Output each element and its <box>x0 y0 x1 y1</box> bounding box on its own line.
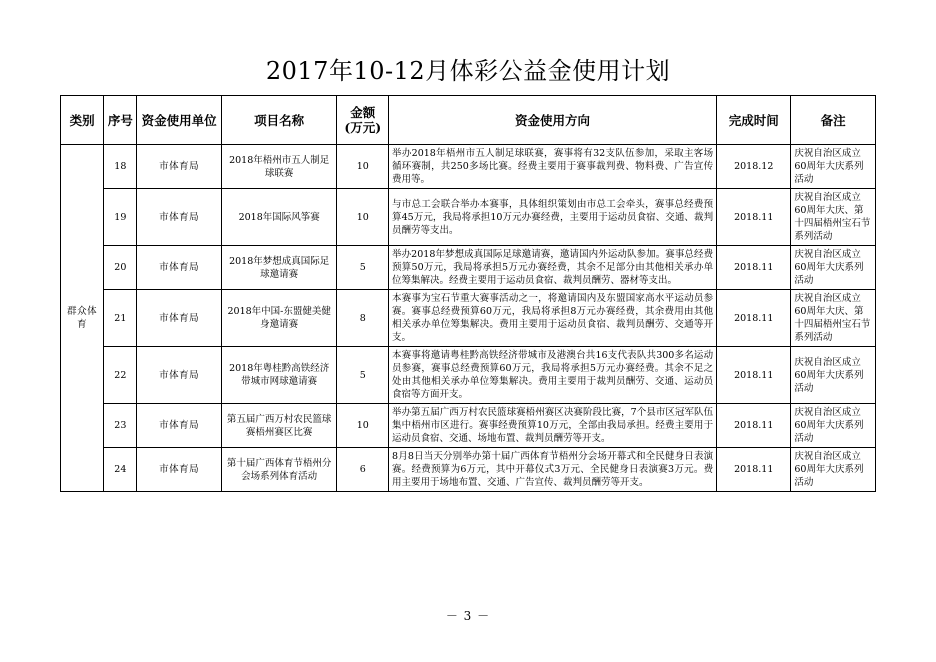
cell-usage: 本赛事将邀请粤桂黔高铁经济带城市及港澳台共16支代表队共300多名运动员参赛，赛事总经费预算60万元，我局将承担5万元办赛经费。其余不足之处由其他相关承办单位筹集解决。费用主要用于裁判员酬劳、交通、运动员食宿等方面开支。 <box>389 347 717 404</box>
page-title: 2017年10-12月体彩公益金使用计划 <box>265 57 671 85</box>
cell-project: 第五届广西万村农民篮球赛梧州赛区比赛 <box>221 404 337 448</box>
cell-amount: 6 <box>337 448 389 492</box>
column-header-category: 类别 <box>61 96 104 145</box>
cell-sequence: 20 <box>104 246 137 290</box>
column-header-sequence: 序号 <box>104 96 137 145</box>
table-row <box>61 404 876 448</box>
cell-usage: 8月8日当天分别举办第十届广西体育节梧州分会场开幕式和全民健身日表演赛。经费预算为6万元，其中开幕仪式3万元、全民健身日表演赛3万元。费用主要用于场地布置、交通、广告宣传、裁判员酬劳等开支。 <box>389 448 717 492</box>
cell-unit: 市体育局 <box>137 404 222 448</box>
cell-amount: 5 <box>337 246 389 290</box>
cell-amount: 10 <box>337 189 389 246</box>
cell-sequence: 23 <box>104 404 137 448</box>
cell-project: 第十届广西体育节梧州分会场系列体育活动 <box>221 448 337 492</box>
column-header-completion-date: 完成时间 <box>717 96 791 145</box>
cell-amount: 10 <box>337 145 389 189</box>
cell-sequence: 18 <box>104 145 137 189</box>
cell-completion-date: 2018.12 <box>717 145 791 189</box>
table-container <box>0 95 936 492</box>
table-row <box>61 246 876 290</box>
cell-completion-date: 2018.11 <box>717 347 791 404</box>
column-header-project: 项目名称 <box>221 96 337 145</box>
column-header-amount <box>337 96 389 145</box>
cell-unit: 市体育局 <box>137 290 222 347</box>
cell-sequence: 21 <box>104 290 137 347</box>
cell-category: 群众体育 <box>61 145 104 492</box>
cell-completion-date: 2018.11 <box>717 246 791 290</box>
cell-remark: 庆祝自治区成立60周年大庆、第十四届梧州宝石节系列活动 <box>791 189 876 246</box>
cell-amount: 8 <box>337 290 389 347</box>
table-header-row <box>61 96 876 145</box>
cell-amount: 5 <box>337 347 389 404</box>
column-header-amount-line2: (万元) <box>344 120 382 135</box>
column-header-usage: 资金使用方向 <box>389 96 717 145</box>
cell-usage: 本赛事为宝石节重大赛事活动之一，将邀请国内及东盟国家高水平运动员参赛。赛事总经费预算60万元，我局将承担8万元办赛经费，其余费用由其他相关承办单位筹集解决。费用主要用于运动员食宿、裁判员酬劳、交通等开支。 <box>389 290 717 347</box>
table-row <box>61 347 876 404</box>
cell-usage: 与市总工会联合举办本赛事，具体组织策划由市总工会牵头，赛事总经费预算45万元，我局将承担10万元办赛经费，主要用于运动员食宿、交通、裁判员酬劳等支出。 <box>389 189 717 246</box>
cell-amount: 10 <box>337 404 389 448</box>
cell-completion-date: 2018.11 <box>717 189 791 246</box>
cell-remark: 庆祝自治区成立60周年大庆系列活动 <box>791 347 876 404</box>
cell-unit: 市体育局 <box>137 246 222 290</box>
cell-completion-date: 2018.11 <box>717 448 791 492</box>
cell-project: 2018年梦想成真国际足球邀请赛 <box>221 246 337 290</box>
cell-sequence: 24 <box>104 448 137 492</box>
cell-usage: 举办第五届广西万村农民篮球赛梧州赛区决赛阶段比赛，7个县市区冠军队伍集中梧州市区进行。赛事经费预算10万元，全部由我局承担。经费主要用于运动员食宿、交通、场地布置、裁判员酬劳等开支。 <box>389 404 717 448</box>
cell-remark: 庆祝自治区成立60周年大庆系列活动 <box>791 404 876 448</box>
page-number: － 3 － <box>445 609 491 623</box>
cell-project: 2018年梧州市五人制足球联赛 <box>221 145 337 189</box>
cell-remark: 庆祝自治区成立60周年大庆系列活动 <box>791 145 876 189</box>
cell-remark: 庆祝自治区成立60周年大庆系列活动 <box>791 246 876 290</box>
cell-project: 2018年粤桂黔高铁经济带城市网球邀请赛 <box>221 347 337 404</box>
cell-sequence: 19 <box>104 189 137 246</box>
cell-unit: 市体育局 <box>137 189 222 246</box>
table-row <box>61 189 876 246</box>
column-header-unit: 资金使用单位 <box>137 96 222 145</box>
cell-unit: 市体育局 <box>137 448 222 492</box>
cell-project: 2018年中国-东盟健美健身邀请赛 <box>221 290 337 347</box>
cell-completion-date: 2018.11 <box>717 290 791 347</box>
cell-usage: 举办2018年梧州市五人制足球联赛，赛事将有32支队伍参加，采取主客场循环赛制，共250多场比赛。经费主要用于赛事裁判费、物料费、广告宣传费用等。 <box>389 145 717 189</box>
cell-completion-date: 2018.11 <box>717 404 791 448</box>
funding-plan-table <box>60 95 876 492</box>
table-row <box>61 145 876 189</box>
cell-remark: 庆祝自治区成立60周年大庆系列活动 <box>791 448 876 492</box>
cell-remark: 庆祝自治区成立60周年大庆、第十四届梧州宝石节系列活动 <box>791 290 876 347</box>
table-body <box>61 145 876 492</box>
table-header <box>61 96 876 145</box>
cell-sequence: 22 <box>104 347 137 404</box>
table-row <box>61 290 876 347</box>
cell-usage: 举办2018年梦想成真国际足球邀请赛，邀请国内外运动队参加。赛事总经费预算50万元，我局将承担5万元办赛经费，其余不足部分由其他相关承办单位筹集解决。经费主要用于运动员食宿、裁判员酬劳、器材等支出。 <box>389 246 717 290</box>
cell-unit: 市体育局 <box>137 145 222 189</box>
cell-project: 2018年国际风筝赛 <box>221 189 337 246</box>
column-header-amount-line1: 金额 <box>350 105 376 120</box>
column-header-remark: 备注 <box>791 96 876 145</box>
cell-unit: 市体育局 <box>137 347 222 404</box>
table-row <box>61 448 876 492</box>
